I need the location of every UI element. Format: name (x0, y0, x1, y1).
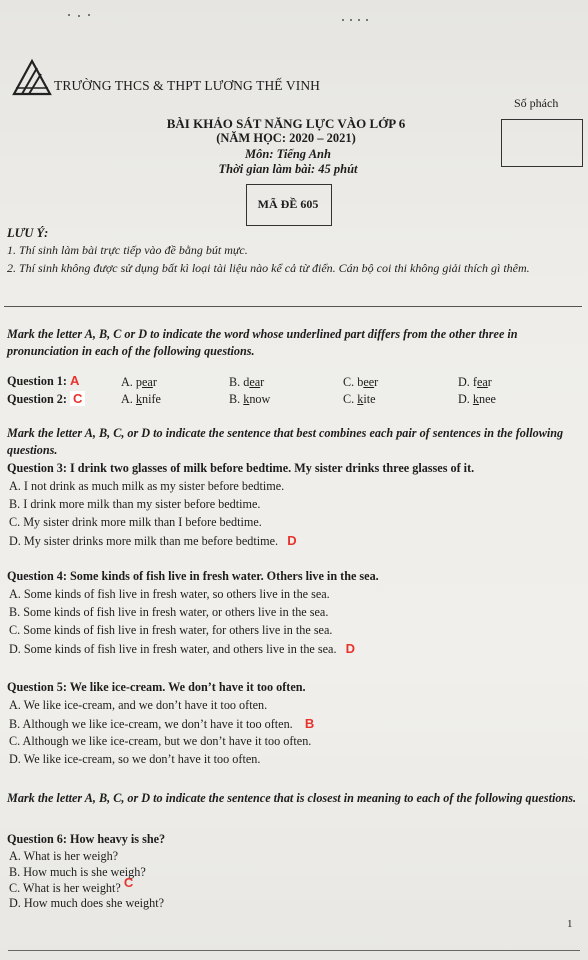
question-4-stem: Question 4: Some kinds of fish live in fresh water. Others live in the sea. (7, 569, 379, 583)
option-d: D. My sister drinks more milk than me before bedtime. D (9, 533, 297, 548)
exam-time: Thời gian làm bài: 45 phút (218, 162, 358, 176)
bottom-edge (8, 950, 580, 951)
handwritten-answer: C (123, 875, 134, 890)
option-d: D. knee (458, 392, 496, 406)
question-1 (7, 373, 79, 389)
question-6-stem: Question 6: How heavy is she? (7, 832, 166, 846)
option-a: A. What is her weigh? (9, 849, 119, 863)
notes-title: LƯU Ý: (7, 226, 49, 240)
note-item-2: 2. Thí sinh không được sử dụng bất kì loại tài liệu nào kể cả từ điển. Cán bộ coi thi không giải thích gì thêm. (7, 261, 530, 275)
option-c: C. beer (343, 375, 379, 389)
speck (88, 14, 90, 16)
question-label: Question 1: (7, 374, 67, 388)
option-a: A. Some kinds of fish live in fresh water, so others live in the sea. (9, 587, 330, 601)
option-b: B. Although we like ice-cream, we don’t have it too often. B (9, 716, 315, 731)
option-d: D. We like ice-cream, so we don’t have it too often. (9, 752, 261, 766)
option-b: B. dear (229, 375, 265, 389)
option-a: A. pear (121, 375, 157, 389)
option-a: A. I not drink as much milk as my sister before bedtime. (9, 479, 285, 493)
section3-instruction: Mark the letter A, B, C, or D to indicate the sentence that is closest in meaning to each of the following questions. (7, 791, 577, 805)
speck (358, 19, 360, 21)
note-item-1: 1. Thí sinh làm bài trực tiếp vào đề bằng bút mực. (7, 243, 248, 257)
question-5-stem: Question 5: We like ice-cream. We don’t have it too often. (7, 680, 306, 694)
exam-title: BÀI KHẢO SÁT NĂNG LỰC VÀO LỚP 6 (166, 116, 406, 131)
handwritten-answer: B (304, 716, 315, 731)
section2-instruction: Mark the letter A, B, C, or D to indicate the sentence that best combines each pair of sentences in the following questions. (7, 426, 564, 457)
school-name: TRƯỜNG THCS & THPT LƯƠNG THẾ VINH (54, 78, 321, 93)
speck (78, 15, 80, 17)
option-b: B. I drink more milk than my sister before bedtime. (9, 497, 261, 511)
page-number: 1 (567, 918, 573, 930)
speck (366, 19, 368, 21)
option-c: C. Some kinds of fish live in fresh water, for others live in the sea. (9, 623, 333, 637)
handwritten-answer: D (345, 641, 356, 656)
exam-code: MÃ ĐỀ 605 (257, 197, 319, 211)
school-logo-icon (12, 58, 52, 96)
handwritten-answer: C (70, 391, 85, 406)
so-phach-label: Số phách (514, 96, 559, 110)
handwritten-answer: D (287, 533, 297, 548)
option-d: D. fear (458, 375, 492, 389)
speck (350, 19, 352, 21)
option-a: A. We like ice-cream, and we don’t have it too often. (9, 698, 268, 712)
option-d: D. Some kinds of fish live in fresh water, and others live in the sea. D (9, 641, 356, 656)
subject: Môn: Tiếng Anh (245, 147, 331, 161)
handwritten-answer: A (69, 373, 80, 388)
question-2 (7, 391, 85, 407)
divider (4, 306, 582, 307)
speck (342, 19, 344, 21)
question-label: Question 2: (7, 392, 67, 406)
question-3-stem: Question 3: I drink two glasses of milk before bedtime. My sister drinks three glasses of it. (7, 461, 475, 475)
school-year: (NĂM HỌC: 2020 – 2021) (216, 131, 356, 145)
option-c: C. Although we like ice-cream, but we don’t have it too often. (9, 734, 312, 748)
option-c: C. kite (343, 392, 376, 406)
section1-instruction: Mark the letter A, B, C or D to indicate the word whose underlined part differs from the other three in pronunciation in each of the following questions. (7, 327, 518, 358)
option-b: B. How much is she weigh? (9, 865, 146, 879)
speck (68, 14, 70, 16)
option-b: B. Some kinds of fish live in fresh water, or others live in the sea. (9, 605, 329, 619)
option-d: D. How much does she weight? (9, 896, 165, 910)
option-b: B. know (229, 392, 271, 406)
option-a: A. knife (121, 392, 161, 406)
option-c: C. What is her weight? C (9, 875, 134, 895)
option-c: C. My sister drink more milk than I before bedtime. (9, 515, 262, 529)
